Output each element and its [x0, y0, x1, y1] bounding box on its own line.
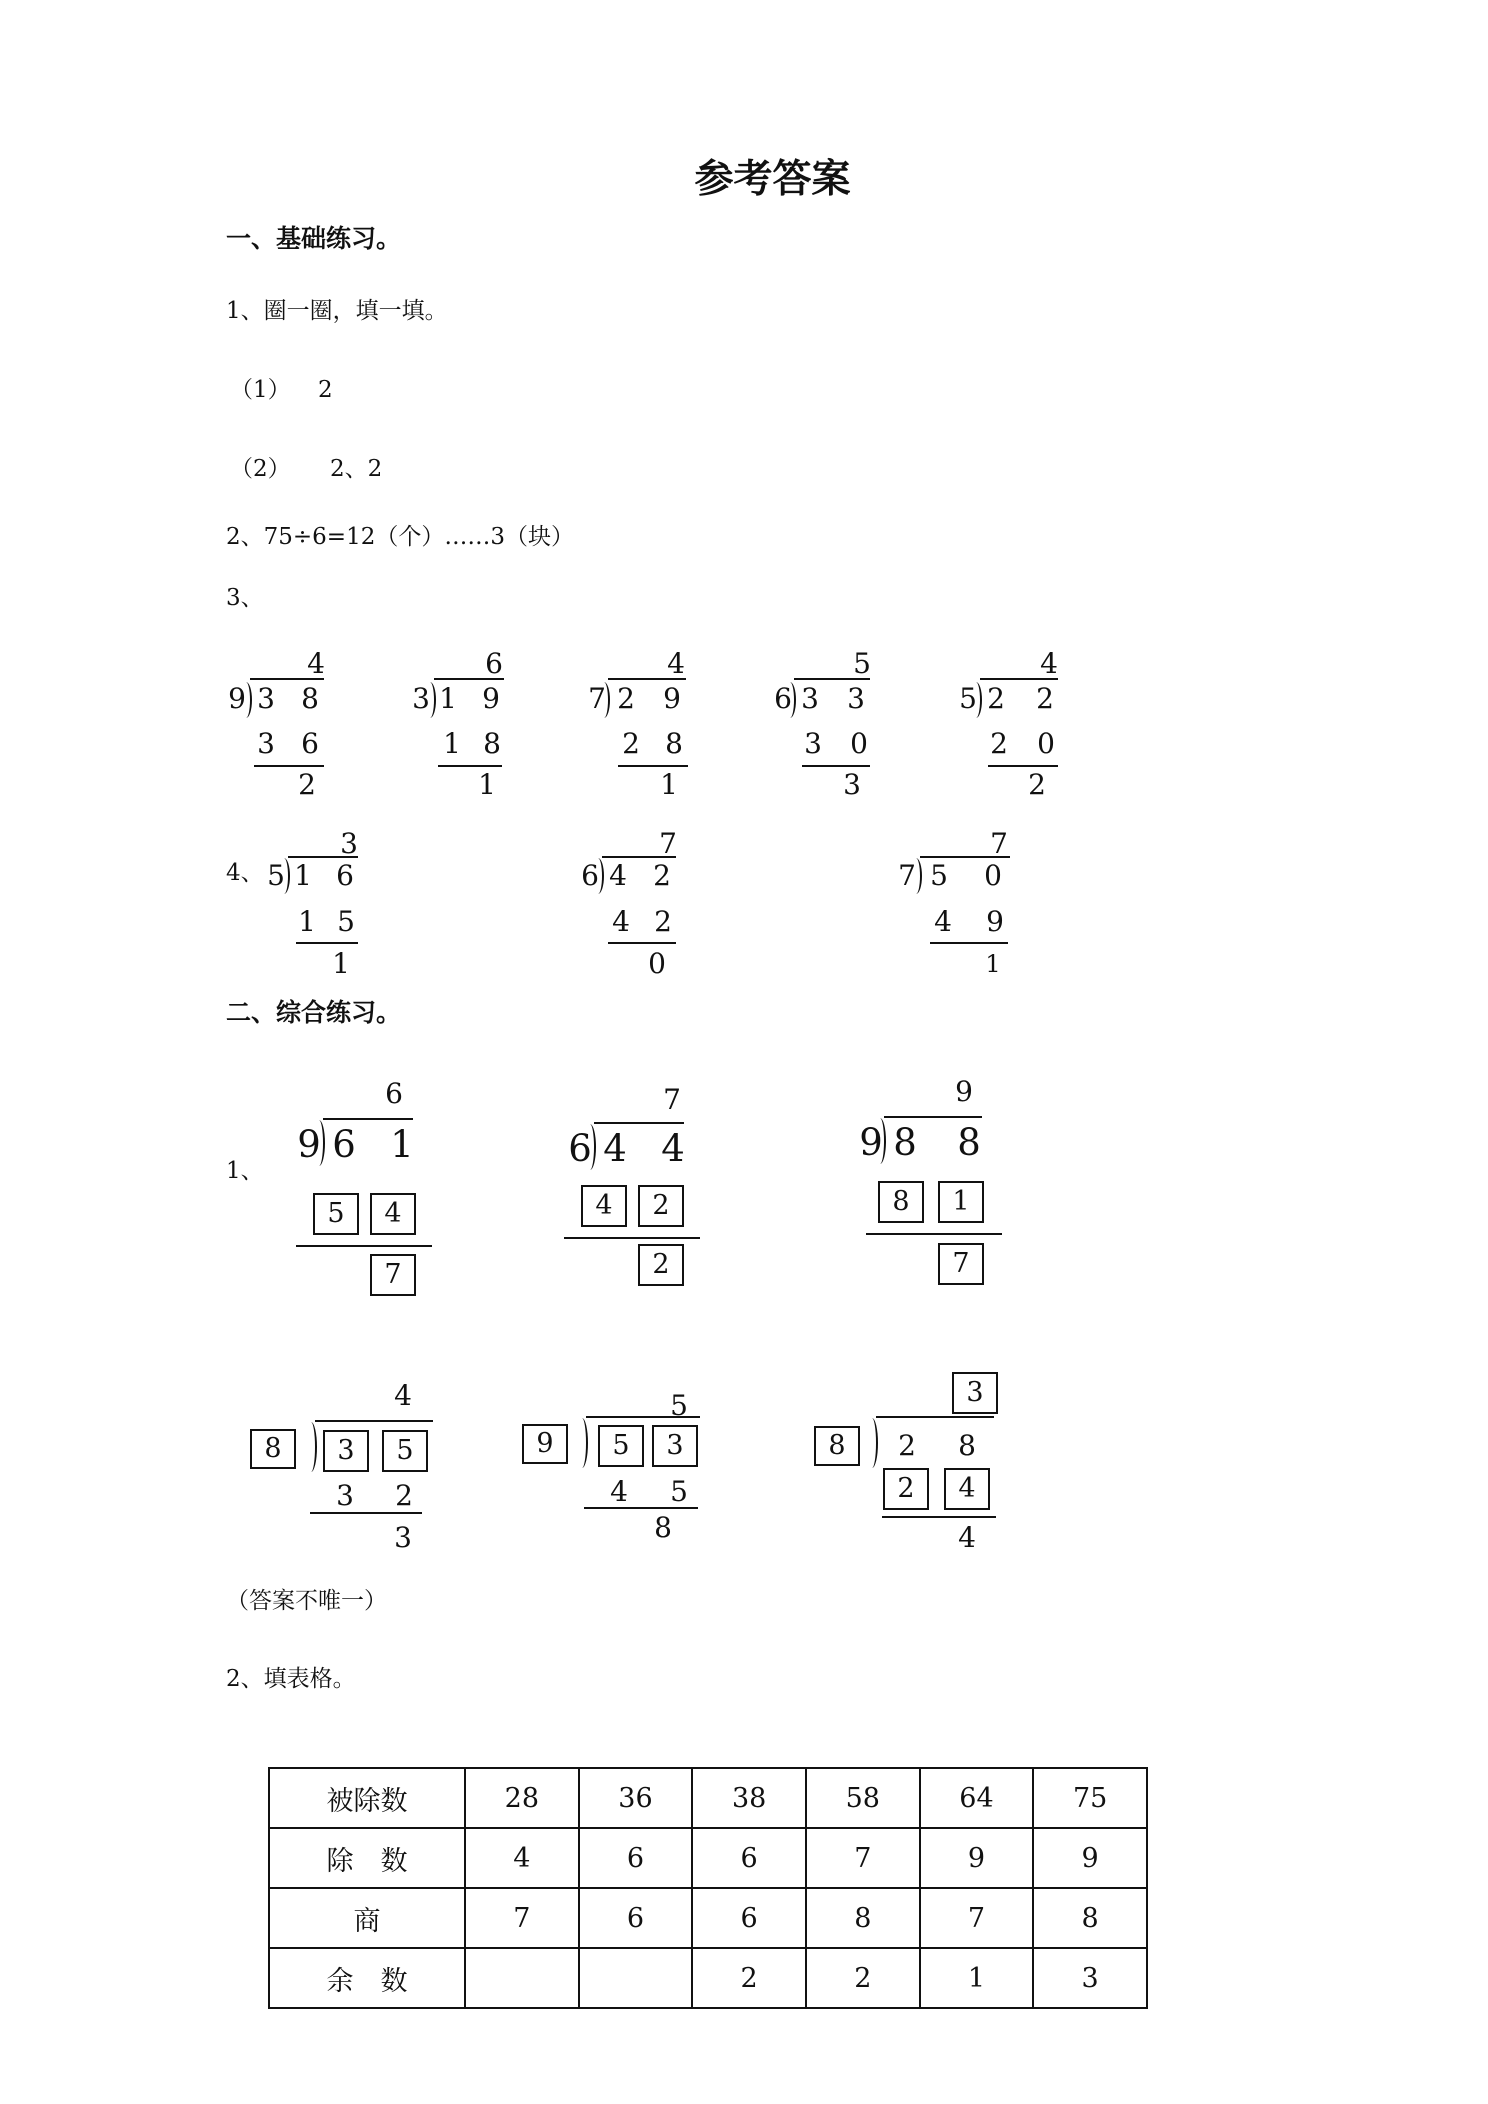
division-bracket	[874, 1118, 886, 1164]
divisor-box: 8	[814, 1426, 860, 1466]
answer-table	[268, 1767, 1148, 2009]
product-digit: 1	[443, 727, 461, 760]
division-bracket	[576, 1418, 588, 1468]
subtraction-line	[564, 1237, 700, 1239]
quotient: 4	[307, 647, 325, 680]
division-bar	[315, 1420, 433, 1422]
product-digit: 4	[612, 905, 630, 938]
subtraction-line	[802, 765, 870, 767]
s2-q2-label: 2、填表格。	[226, 1666, 356, 1692]
dividend-digit: 2	[1036, 682, 1054, 715]
dividend-digit: 0	[984, 859, 1002, 892]
divisor: 7	[898, 859, 916, 892]
quotient: 6	[385, 1077, 403, 1110]
division-bracket	[305, 1422, 317, 1472]
dividend-digit: 1	[294, 859, 312, 892]
table-cell: 58	[806, 1768, 920, 1828]
quotient: 5	[670, 1389, 688, 1422]
q1-answer-1: 2	[318, 377, 333, 403]
product-digit: 1	[298, 905, 316, 938]
remainder: 1	[478, 768, 496, 801]
division-bar	[876, 1416, 994, 1418]
remainder: 1	[332, 947, 350, 980]
remainder-box: 7	[938, 1243, 984, 1285]
row-label: 商	[269, 1888, 465, 1948]
divisor: 7	[588, 682, 606, 715]
table-cell: 2	[692, 1948, 806, 2008]
division-bar	[884, 1116, 982, 1118]
division-bar	[323, 1118, 413, 1120]
q1-answer-2: 2、2	[330, 456, 383, 482]
product-digit: 4	[934, 905, 952, 938]
dividend-box: 3	[652, 1425, 698, 1467]
table-cell: 9	[920, 1828, 1034, 1888]
quotient: 3	[340, 827, 358, 860]
dividend-box: 5	[382, 1430, 428, 1472]
q3-label: 3、	[226, 585, 264, 611]
table-cell: 7	[806, 1828, 920, 1888]
division-bar	[586, 1416, 700, 1418]
table-cell: 6	[579, 1828, 693, 1888]
subtraction-line	[618, 765, 688, 767]
divisor-box: 9	[522, 1424, 568, 1464]
table-cell: 1	[920, 1948, 1034, 2008]
product-digit: 3	[257, 727, 275, 760]
table-cell	[579, 1948, 693, 2008]
divisor: 6	[581, 859, 599, 892]
product-box: 4	[944, 1468, 990, 1510]
subtraction-line	[882, 1516, 996, 1518]
remainder: 2	[1028, 768, 1046, 801]
product-digit: 3	[336, 1479, 354, 1512]
remainder: 2	[298, 768, 316, 801]
product-box: 2	[883, 1468, 929, 1510]
dividend-digit: 1	[390, 1123, 414, 1166]
subtraction-line	[254, 765, 324, 767]
table-cell: 75	[1033, 1768, 1147, 1828]
division-bracket	[424, 682, 436, 718]
product-digit: 8	[665, 727, 683, 760]
table-row	[269, 1828, 1147, 1888]
divisor: 6	[774, 682, 792, 715]
page-title: 参考答案	[694, 156, 851, 202]
remainder-box: 7	[370, 1254, 416, 1296]
product-digit: 5	[337, 905, 355, 938]
division-bracket	[313, 1120, 325, 1166]
table-cell	[465, 1948, 579, 2008]
remainder: 0	[648, 947, 666, 980]
q1-answer-2-label: （2）	[230, 456, 291, 482]
dividend-digit: 6	[336, 859, 354, 892]
division-bar	[434, 678, 504, 680]
product-digit: 2	[990, 727, 1008, 760]
table-cell: 36	[579, 1768, 693, 1828]
table-cell: 6	[692, 1888, 806, 1948]
division-bracket	[970, 682, 982, 718]
product-digit: 3	[804, 727, 822, 760]
s2-q1-label: 1、	[226, 1158, 264, 1184]
division-bar	[250, 678, 324, 680]
table-cell: 9	[1033, 1828, 1147, 1888]
division-bar	[608, 678, 686, 680]
dividend-digit: 4	[661, 1127, 685, 1170]
division-bar	[980, 678, 1058, 680]
divisor: 5	[959, 682, 977, 715]
quotient: 9	[955, 1075, 973, 1108]
division-bracket	[910, 858, 922, 894]
dividend-digit: 2	[987, 682, 1005, 715]
division-bar	[594, 1122, 684, 1124]
product-digit: 2	[622, 727, 640, 760]
dividend-digit: 3	[847, 682, 865, 715]
section-1-heading: 一、基础练习。	[226, 224, 402, 253]
dividend-digit: 4	[609, 859, 627, 892]
quotient: 7	[663, 1083, 681, 1116]
product-digit: 5	[670, 1475, 688, 1508]
table-cell: 38	[692, 1768, 806, 1828]
subtraction-line	[584, 1507, 698, 1509]
division-bracket	[592, 858, 604, 894]
subtraction-line	[438, 765, 502, 767]
product-box: 2	[638, 1185, 684, 1227]
division-bracket	[598, 682, 610, 718]
answer-note: （答案不唯一）	[226, 1588, 387, 1614]
dividend-digit: 2	[898, 1429, 916, 1462]
quotient: 4	[667, 647, 685, 680]
dividend-digit: 8	[893, 1121, 917, 1164]
product-digit: 4	[610, 1475, 628, 1508]
row-label: 余 数	[269, 1948, 465, 2008]
divisor: 6	[568, 1127, 592, 1170]
product-digit: 2	[395, 1479, 413, 1512]
table-cell: 8	[1033, 1888, 1147, 1948]
dividend-digit: 4	[603, 1127, 627, 1170]
product-box: 8	[878, 1181, 924, 1223]
table-row	[269, 1888, 1147, 1948]
subtraction-line	[930, 942, 1008, 944]
dividend-digit: 9	[482, 682, 500, 715]
table-cell: 3	[1033, 1948, 1147, 2008]
product-box: 5	[313, 1193, 359, 1235]
remainder: 3	[843, 768, 861, 801]
quotient: 7	[659, 827, 677, 860]
quotient: 5	[853, 647, 871, 680]
table-row	[269, 1948, 1147, 2008]
table-cell: 7	[465, 1888, 579, 1948]
table-cell: 2	[806, 1948, 920, 2008]
product-digit: 0	[850, 727, 868, 760]
table-cell: 7	[920, 1888, 1034, 1948]
table-cell: 4	[465, 1828, 579, 1888]
table-cell: 64	[920, 1768, 1034, 1828]
table-row	[269, 1768, 1147, 1828]
dividend-digit: 8	[958, 1429, 976, 1462]
remainder: 3	[394, 1521, 412, 1554]
section-2-heading: 二、综合练习。	[226, 998, 402, 1027]
quotient: 7	[990, 827, 1008, 860]
remainder: 4	[958, 1521, 976, 1554]
division-bar	[602, 856, 676, 858]
divisor: 9	[859, 1121, 883, 1164]
division-bar	[794, 678, 870, 680]
dividend-digit: 2	[653, 859, 671, 892]
division-bracket	[278, 858, 290, 894]
dividend-box: 5	[598, 1425, 644, 1467]
table-cell: 8	[806, 1888, 920, 1948]
dividend-digit: 3	[801, 682, 819, 715]
divisor: 9	[297, 1123, 321, 1166]
table-cell: 6	[692, 1828, 806, 1888]
divisor-box: 8	[250, 1429, 296, 1469]
dividend-digit: 6	[332, 1123, 356, 1166]
quotient-box: 3	[952, 1372, 998, 1414]
q4-label: 4、	[226, 860, 264, 886]
dividend-digit: 3	[257, 682, 275, 715]
subtraction-line	[296, 942, 358, 944]
product-digit: 2	[654, 905, 672, 938]
product-box: 4	[370, 1193, 416, 1235]
remainder-box: 2	[638, 1244, 684, 1286]
subtraction-line	[608, 942, 676, 944]
dividend-digit: 8	[957, 1121, 981, 1164]
subtraction-line	[296, 1245, 432, 1247]
dividend-digit: 1	[439, 682, 457, 715]
q2-answer: 2、75÷6=12（个）……3（块）	[226, 524, 574, 550]
row-label: 除 数	[269, 1828, 465, 1888]
dividend-box: 3	[323, 1430, 369, 1472]
dividend-digit: 2	[617, 682, 635, 715]
product-box: 4	[581, 1185, 627, 1227]
product-digit: 0	[1037, 727, 1055, 760]
quotient: 4	[1040, 647, 1058, 680]
subtraction-line	[988, 765, 1058, 767]
remainder: 8	[654, 1511, 672, 1544]
division-bracket	[240, 682, 252, 718]
remainder: 1	[985, 950, 1001, 978]
division-bracket	[784, 682, 796, 718]
quotient: 4	[394, 1379, 412, 1412]
q1-label: 1、圈一圈，填一填。	[226, 298, 448, 324]
subtraction-line	[866, 1233, 1002, 1235]
product-digit: 6	[301, 727, 319, 760]
product-box: 1	[938, 1181, 984, 1223]
table-cell: 6	[579, 1888, 693, 1948]
subtraction-line	[310, 1512, 422, 1514]
remainder: 1	[660, 768, 678, 801]
row-label: 被除数	[269, 1768, 465, 1828]
dividend-digit: 5	[930, 859, 948, 892]
divisor: 9	[228, 682, 246, 715]
dividend-digit: 8	[301, 682, 319, 715]
division-bar	[288, 856, 358, 858]
divisor: 3	[412, 682, 430, 715]
product-digit: 8	[483, 727, 501, 760]
dividend-digit: 9	[663, 682, 681, 715]
product-digit: 9	[986, 905, 1004, 938]
division-bracket	[866, 1418, 878, 1468]
q1-answer-1-label: （1）	[230, 377, 291, 403]
quotient: 6	[485, 647, 503, 680]
division-bracket	[584, 1124, 596, 1170]
division-bar	[920, 856, 1010, 858]
table-cell: 28	[465, 1768, 579, 1828]
divisor: 5	[267, 859, 285, 892]
